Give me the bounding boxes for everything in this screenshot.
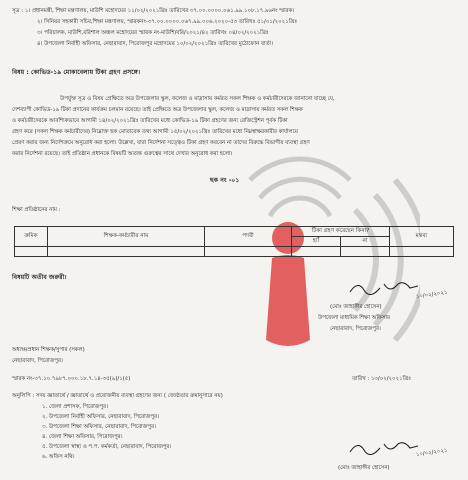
body-line-2: দেশব্যাপী কোভিড-১৯ টিকা প্রদানের কার্যক্রম চলমান রয়েছে। তাই প্রেক্ষিতে অত্র উপজেলার স্কুল, কলেজ ও মাদ্রাসায় কর্মরত সকল শিক্ষক [12,107,303,113]
table-cell [48,247,205,257]
body-line-5: প্রেরণ করার জন্য নির্দেশক্রমে অনুরোধ করা হলো। উল্লেখ্য, যারা নির্দেশনা সত্ত্বেও টিকা গ্রহণ করবেন না তাদের বিরুদ্ধে বিভাগীয় ব্যবস্থা গ্রহণ [12,140,310,146]
signature-1 [346,278,426,300]
copy-item-2: ২. উপজেলা নির্বাহী অফিসার, নেছারাবাদ, পিরোজপুর। [42,414,160,420]
vaccination-table [14,226,454,257]
table-cell [341,247,390,257]
copy-item-5: ৫. উপজেলা স্বাস্থ্য ও প.প. কর্মকর্তা, নেছারাবাদ, পিরোজপুর। [42,444,172,450]
signature-2 [346,438,426,460]
col-vaccinated-header: টিকা গ্রহণ করেছেন কিনা? [292,227,390,237]
col-remarks-header: মন্তব্য [390,227,454,247]
urgent-note: বিষয়টি অতীব জরুরী। [12,274,67,281]
body-line-6: করার নির্দেশনা রয়েছে। তাই প্রতিষ্ঠান প্রধানকে বিষয়টি অত্যন্ত গুরুত্বের সাথে দেখার অনুরোধ করা হলো। [12,151,233,157]
ref-line-1: সূত্র : ১। প্রধানমন্ত্রী, শিক্ষা মন্ত্রণালয়, মাউশি মহোদয়ের ১১/০২/২০২১খ্রিঃ তারিখের ৩৭.০০.০০০০.০৬১.৯৯.১০৮.১৭.৯৬নং স্মারক। [12,8,295,14]
signature-1-date: ১০/০২/২০২১ [415,289,448,301]
recipient-line-1: অধ্যক্ষ/প্রধান শিক্ষক/সুপার (সকল) [12,347,85,353]
copy-heading: অনুলিপি : সদয় জ্ঞাতার্থে / জ্ঞাতার্থে ও প্রয়োজনীয় ব্যবস্থা গ্রহণের জন্য ( জ্যেষ্ঠতার ক্রমানুসারে নয়) [12,393,223,399]
copy-item-3: ৩. উপজেলা শিক্ষা অফিসার, নেছারাবাদ, পিরোজপুর। [42,424,156,430]
table-cell [390,247,454,257]
copy-item-6: ৬. অফিস নথি। [42,454,75,460]
col-no-header: না [341,237,390,247]
subject-line: বিষয় : কোভিড-১৯ মোকাবেলায় টিকা গ্রহণ প্রসঙ্গে। [12,69,141,76]
table-row [15,247,454,257]
signature-2-date: ১০/০২/২০২১ [415,447,448,459]
signatory-1-title: উপজেলা মাধ্যমিক শিক্ষা অফিসার [318,315,390,321]
ref-line-2: ২। সিনিয়র সহকারী সচিব,শিক্ষা মন্ত্রণালয়, স্মারকনং-৩৭.০০.০০০০.০৬৭.৯৯.০০৬.২০২০-৫৩ তারিখঃ ৫১/০১/২০২১খ্রিঃ [37,19,298,25]
ref-line-4: ৪। উপজেলা নির্বাহী অফিসার, নেছারাবাদ, পিরোজপুর মহোদয়ের ১০/০২/২০২১খ্রিঃ তারিখের মুঠোফোন বার্তা। [37,41,274,47]
copy-item-1: ১. জেলা প্রশাসক, পিরোজপুর। [42,404,109,410]
col-yes-header: হ্যাঁ [292,237,341,247]
signatory-1-name: (মোঃ জাহাঙ্গীর হোসেন) [330,304,382,310]
memo-number: স্মারক নং-৩৭.১০.৭৯৮৭.০০০.১৮.৭.১৪-৩৫(৯)/১(৫) [12,376,131,382]
body-line-4: গ্রহণ করে (সকল শিক্ষক কর্মচারীদের) নিম্নোক্ত ছক মোতাবেক তথ্য আগামী ১৫/০২/২০২১খ্রিঃ তারিখের মধ্যে নিম্নস্বাক্ষরকারীর কার্যালয়ে [12,129,298,135]
table-cell [15,247,48,257]
table-cell [205,247,292,257]
table-caption: ছক নং -০১ [210,177,240,184]
institution-name-label: শিক্ষা প্রতিষ্ঠানের নাম : [12,207,61,213]
recipient-line-2: নেছারাবাদ, পিরোজপুর। [12,358,63,364]
ref-line-3: ৩। পরিচালক, মাউশি,বরিশাল অঞ্চল মহোদয়ের স্মারক নং-মাউশি/বরি/২০২১/৪২ তারিখঃ ০৪/০২/২০২১খ্রিঃ [37,30,269,36]
col-designation-header: পদবী [205,227,292,247]
body-line-1: উপর্যুক্ত সূত্র ও বিষয় প্রেক্ষিতে অত্র উপজেলার স্কুল, কলেজ ও মাদ্রাসায় কর্মরত সকল শিক্ষক ও কর্মচারীদেরকে জানানো যাচ্ছে যে, [60,96,335,102]
table-cell [292,247,341,257]
signatory-1-office: নেছারাবাদ, পিরোজপুর। [330,326,381,332]
memo-date: তারিখ : ১৩/০২/২০২১খ্রিঃ [352,376,411,382]
col-serial-header: ক্রমিক [15,227,48,247]
signatory-2-name: (মোঃ জাহাঙ্গীর হোসেন) [338,465,390,471]
col-name-header: শিক্ষক-কর্মচারীর নাম [48,227,205,247]
copy-item-4: ৪. জেলা শিক্ষা অফিসার, পিরোজপুর। [42,434,123,440]
body-line-3: ও কর্মচারীদেরকে আবশ্যিকভাবে আগামী ১৪/০২/২০২১খ্রিঃ তারিখের মধ্যে কোভিড-১৯ টিকা গ্রহণের জন্য রেজিস্ট্রেশন পূর্বক টিকা [12,118,288,124]
